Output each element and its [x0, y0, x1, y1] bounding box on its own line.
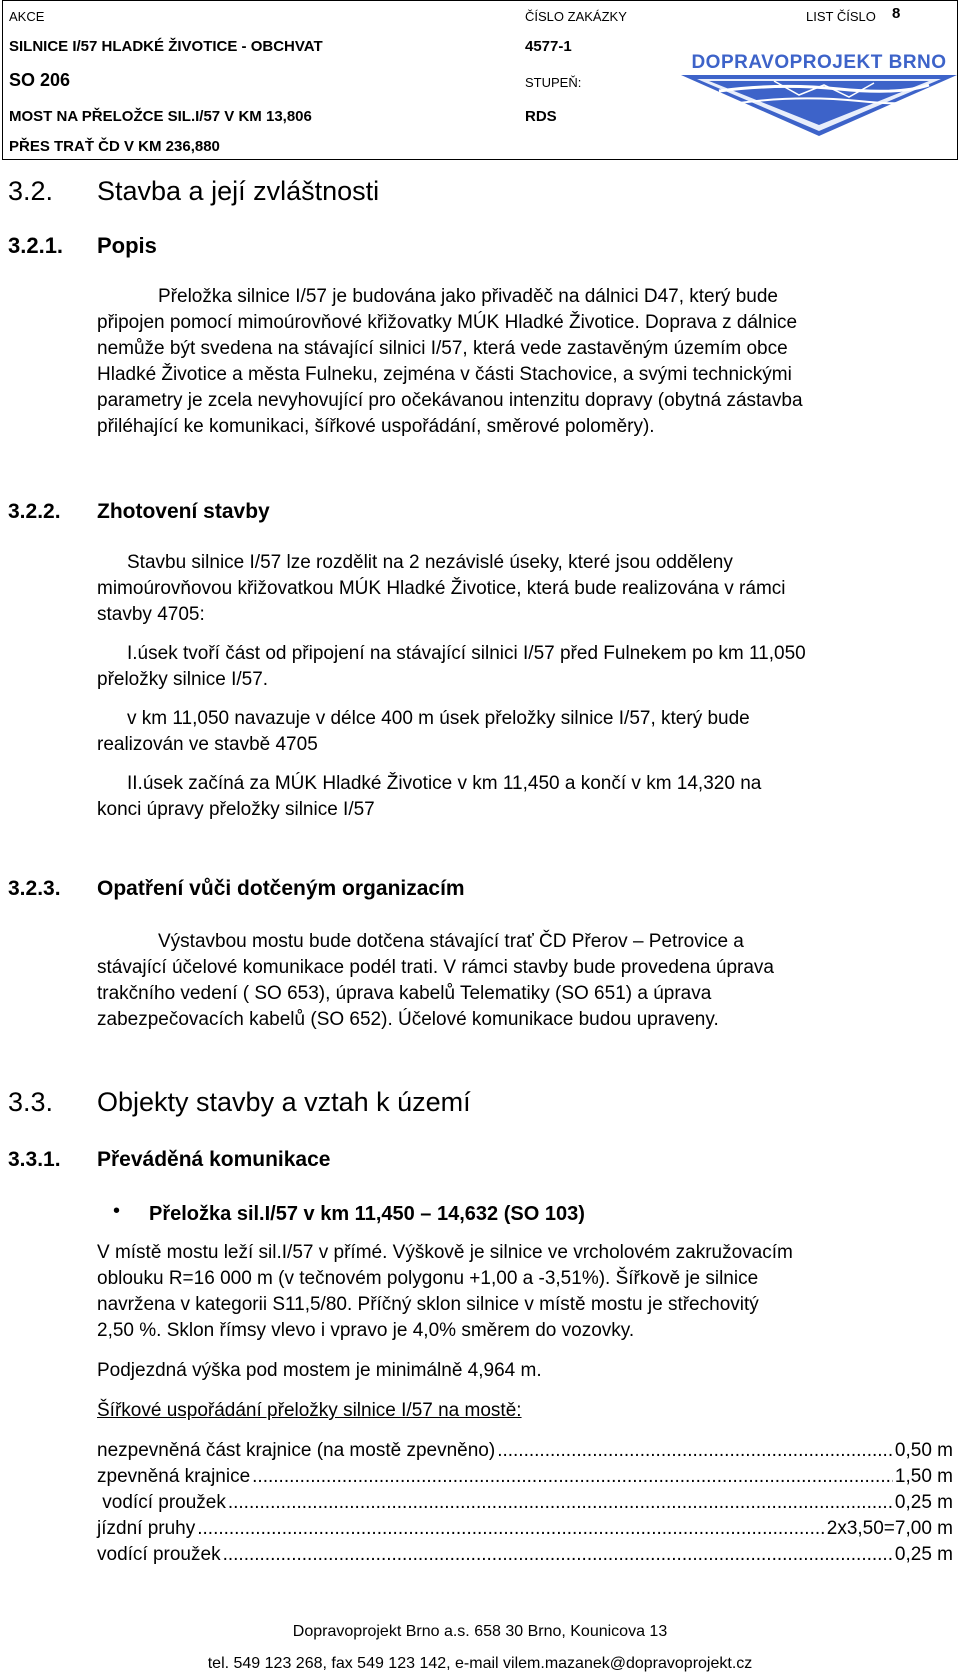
- list-item: [97, 1466, 953, 1492]
- text-line: trakčního vedení ( SO 653), úprava kabelů Telematiky (SO 651) a úprava: [97, 983, 712, 1004]
- cislo-zakazky-label: ČÍSLO ZAKÁZKY: [525, 9, 627, 24]
- footer-address: Dopravoprojekt Brno a.s. 658 30 Brno, Kounicova 13: [292, 1623, 668, 1640]
- stupen-label: STUPEŇ:: [525, 75, 582, 90]
- cislo-zakazky: 4577-1: [525, 38, 572, 55]
- item-label: vodící proužek: [97, 1492, 226, 1513]
- section-title: Stavba a její zvláštnosti: [97, 176, 380, 206]
- section-title: Objekty stavby a vztah k území: [97, 1087, 471, 1117]
- item-value: 2x3,50=7,00 m: [826, 1518, 953, 1539]
- text-line: 2,50 %. Sklon římsy vlevo i vpravo je 4,0% směrem do vozovky.: [97, 1320, 635, 1341]
- text-line: stávající účelové komunikace podél trati. V rámci stavby bude provedena úprava: [97, 957, 774, 978]
- text-line: mimoúrovňovou křižovatkou MÚK Hladké Životice, která bude realizována v rámci: [97, 578, 786, 599]
- item-value: 0,25 m: [894, 1544, 953, 1565]
- text-line: stavby 4705:: [97, 604, 205, 625]
- text-line: Výstavbou mostu bude dotčena stávající trať ČD Přerov – Petrovice a: [158, 931, 744, 952]
- subsection-number: 3.2.2.: [8, 500, 61, 523]
- logo-text: DOPRAVOPROJEKT BRNO: [691, 52, 947, 73]
- footer-contact: tel. 549 123 268, fax 549 123 142, e-mail vilem.mazanek@dopravoprojekt.cz: [207, 1655, 753, 1672]
- paragraph: [97, 929, 953, 1033]
- akce-line-3: MOST NA PŘELOŽCE SIL.I/57 V KM 13,806: [9, 108, 312, 125]
- item-label: zpevněná krajnice: [97, 1466, 251, 1487]
- text-line: konci úpravy přeložky silnice I/57: [97, 799, 375, 820]
- text-line: V místě mostu leží sil.I/57 v přímé. Výškově je silnice ve vrcholovém zakružovacím: [97, 1242, 793, 1263]
- text-line: I.úsek tvoří část od připojení na stávající silnici I/57 před Fulnekem po km 11,050: [127, 643, 806, 664]
- section-number: 3.2.: [8, 176, 54, 206]
- text-line: Stavbu silnice I/57 lze rozdělit na 2 nezávislé úseky, které jsou odděleny: [127, 552, 733, 573]
- stupen-value: RDS: [525, 108, 557, 125]
- leader-dots: [252, 1466, 893, 1488]
- subsection-number: 3.2.1.: [8, 233, 64, 258]
- subsection-title: Popis: [97, 233, 157, 258]
- text-line: nemůže být svedena na stávající silnici I/57, která vede zastavěným územím obce: [97, 338, 788, 359]
- leader-dots: [497, 1440, 893, 1462]
- leader-dots: [197, 1518, 825, 1540]
- leader-dots: [228, 1492, 893, 1514]
- item-value: 0,50 m: [894, 1440, 953, 1461]
- paragraph: [97, 284, 953, 440]
- text-line: oblouku R=16 000 m (v tečnovém polygonu +1,00 a -3,51%). Šířkově je silnice: [97, 1268, 759, 1289]
- text-line: zabezpečovacích kabelů (SO 652). Účelové komunikace budou upraveny.: [97, 1009, 719, 1030]
- subsection-number: 3.2.3.: [8, 877, 61, 900]
- akce-line-1: SILNICE I/57 HLADKÉ ŽIVOTICE - OBCHVAT: [9, 38, 323, 55]
- table-heading: Šířkové uspořádání přeložky silnice I/57 na mostě:: [97, 1400, 522, 1421]
- paragraph: Podjezdná výška pod mostem je minimálně 4,964 m.: [97, 1360, 542, 1381]
- list-item: [97, 1440, 953, 1466]
- text-line: II.úsek začíná za MÚK Hladké Životice v km 11,450 a končí v km 14,320 na: [127, 773, 762, 794]
- paragraph: [97, 641, 953, 693]
- dopravoprojekt-logo: [679, 45, 959, 137]
- item-label: nezpevněná část krajnice (na mostě zpevněno): [97, 1440, 496, 1461]
- list-item: [97, 1544, 953, 1570]
- text-line: v km 11,050 navazuje v délce 400 m úsek přeložky silnice I/57, který bude: [127, 708, 750, 729]
- subsection-number: 3.3.1.: [8, 1148, 61, 1171]
- paragraph: [97, 706, 953, 758]
- document-header: [2, 0, 958, 160]
- text-line: realizován ve stavbě 4705: [97, 734, 318, 755]
- akce-line-2: SO 206: [9, 70, 71, 90]
- item-value: 0,25 m: [894, 1492, 953, 1513]
- paragraph: [97, 1240, 953, 1344]
- paragraph: [97, 771, 953, 823]
- akce-line-4: PŘES TRAŤ ČD V KM 236,880: [9, 138, 220, 155]
- list-cislo-label: LIST ČÍSLO: [806, 9, 876, 24]
- section-number: 3.3.: [8, 1087, 54, 1117]
- list-item: [97, 1518, 953, 1544]
- text-line: přeložky silnice I/57.: [97, 669, 269, 690]
- akce-label: AKCE: [9, 9, 45, 24]
- text-line: parametry je zcela nevyhovující pro očekávanou intenzitu dopravy (obytná zástavba: [97, 390, 803, 411]
- item-value: 1,50 m: [894, 1466, 953, 1487]
- subsection-title: Zhotovení stavby: [97, 500, 270, 523]
- bullet-icon: •: [113, 1200, 121, 1222]
- item-label: jízdní pruhy: [97, 1518, 196, 1539]
- text-line: připojen pomocí mimoúrovňové křižovatky MÚK Hladké Životice. Doprava z dálnice: [97, 312, 798, 333]
- paragraph: [97, 550, 953, 628]
- subsection-title: Opatření vůči dotčeným organizacím: [97, 877, 465, 900]
- text-line: Hladké Životice a města Fulneku, zejména v části Stachovice, a svými technickými: [97, 364, 792, 385]
- text-line: přiléhající ke komunikaci, šířkové uspořádání, směrové poloměry).: [97, 416, 655, 437]
- leader-dots: [223, 1544, 893, 1566]
- list-cislo: 8: [892, 5, 901, 22]
- subsection-title: Převáděná komunikace: [97, 1148, 331, 1171]
- text-line: navržena v kategorii S11,5/80. Příčný sklon silnice v místě mostu je střechovitý: [97, 1294, 759, 1315]
- item-label: vodící proužek: [97, 1544, 221, 1565]
- text-line: Přeložka silnice I/57 je budována jako přivaděč na dálnici D47, který bude: [158, 286, 778, 307]
- bullet-item: Přeložka sil.I/57 v km 11,450 – 14,632 (SO 103): [149, 1203, 585, 1225]
- list-item: [97, 1492, 953, 1518]
